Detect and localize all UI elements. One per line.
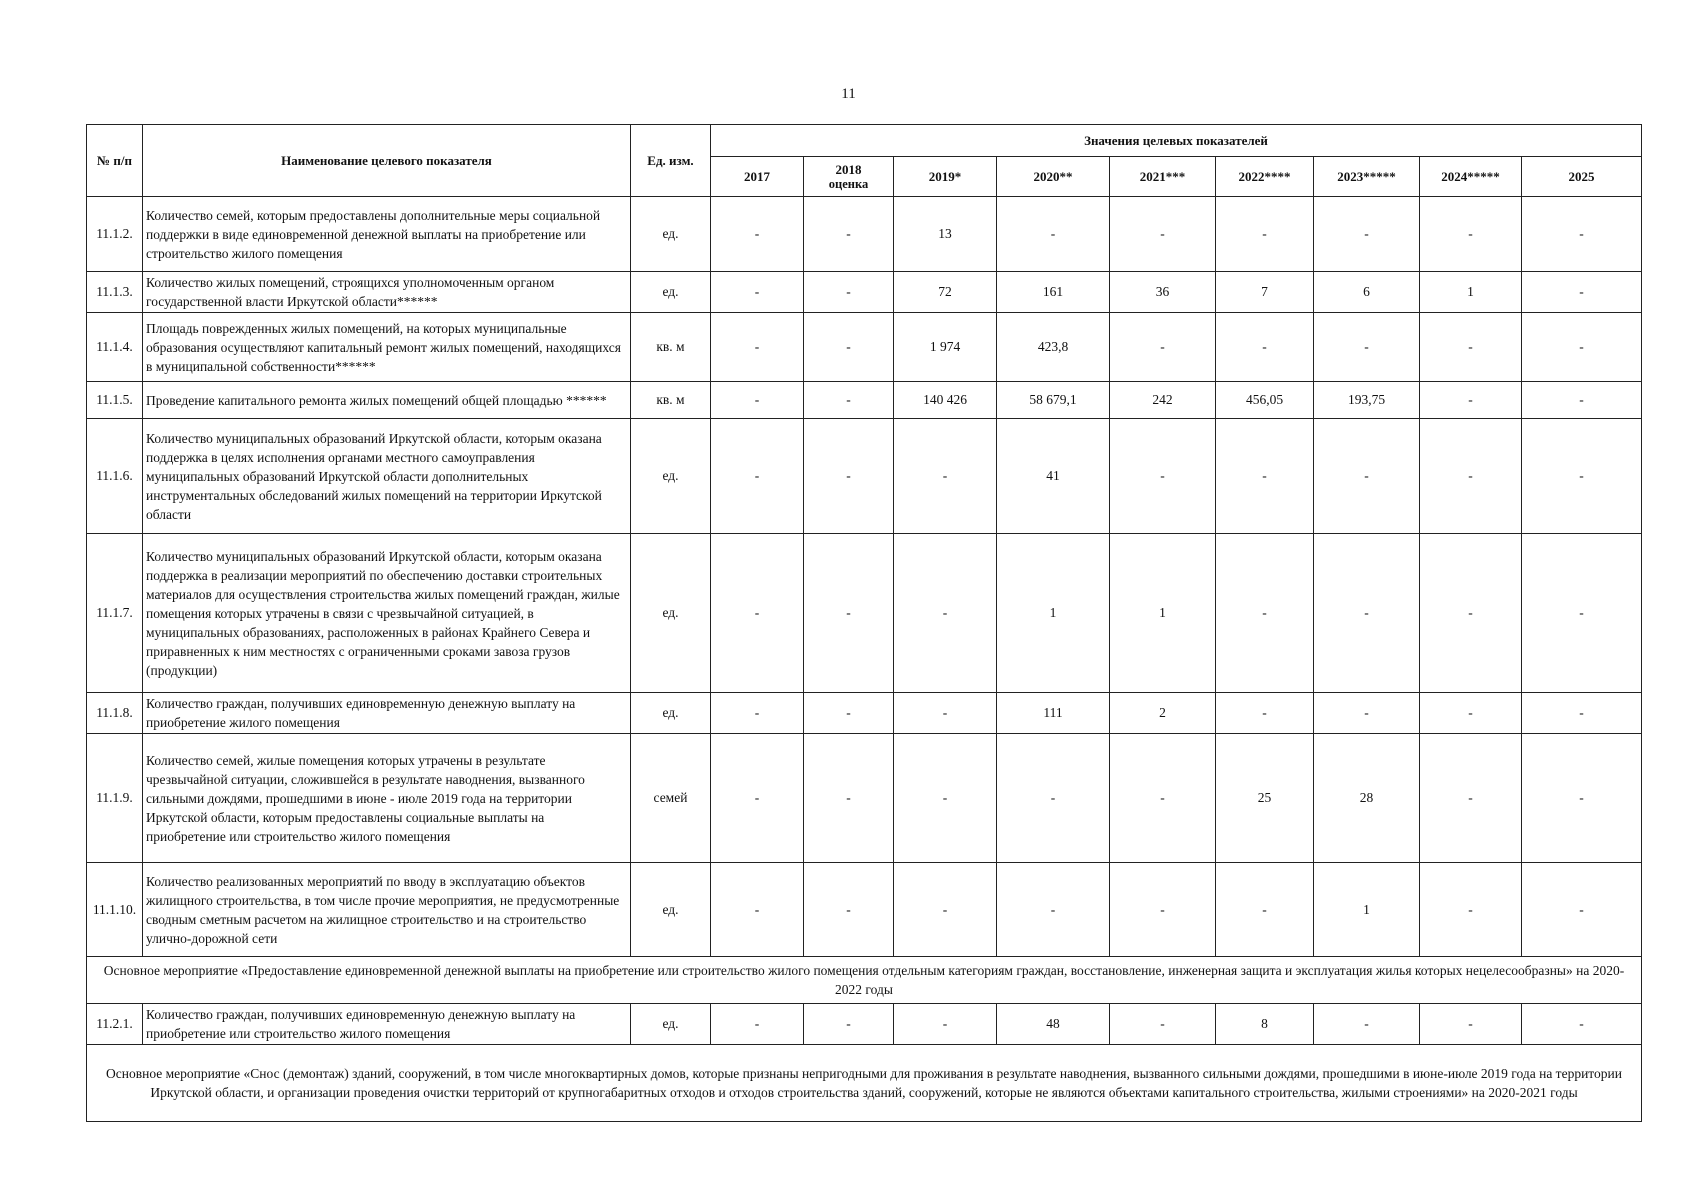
header-unit: Ед. изм.: [631, 125, 711, 197]
header-year: [804, 157, 894, 197]
indicator-name: Количество граждан, получивших единовременную денежную выплату на приобретение жилого помещения: [143, 693, 631, 734]
indicators-table-wrapper: [86, 124, 1641, 1122]
value-cell: 25: [1216, 734, 1314, 863]
row-number: 11.1.4.: [87, 313, 143, 382]
value-cell: -: [1110, 313, 1216, 382]
header-num: № п/п: [87, 125, 143, 197]
value-cell: 6: [1314, 272, 1420, 313]
indicator-name: Проведение капитального ремонта жилых помещений общей площадью ******: [143, 382, 631, 419]
header-year: [1216, 157, 1314, 197]
table-header: [87, 125, 1642, 197]
value-cell: -: [804, 419, 894, 534]
value-cell: -: [1314, 534, 1420, 693]
header-values-group: Значения целевых показателей: [711, 125, 1642, 157]
value-cell: -: [997, 734, 1110, 863]
value-cell: -: [804, 272, 894, 313]
header-year-label: 2020**: [1033, 169, 1073, 184]
value-cell: -: [894, 534, 997, 693]
value-cell: -: [997, 197, 1110, 272]
header-year: [997, 157, 1110, 197]
value-cell: 28: [1314, 734, 1420, 863]
value-cell: 1: [997, 534, 1110, 693]
value-cell: -: [1522, 534, 1642, 693]
value-cell: 1: [1420, 272, 1522, 313]
value-cell: -: [1420, 693, 1522, 734]
value-cell: -: [804, 313, 894, 382]
unit-cell: ед.: [631, 197, 711, 272]
unit-cell: ед.: [631, 419, 711, 534]
value-cell: 423,8: [997, 313, 1110, 382]
value-cell: 140 426: [894, 382, 997, 419]
value-cell: -: [1522, 382, 1642, 419]
value-cell: -: [1110, 197, 1216, 272]
value-cell: -: [1314, 1004, 1420, 1045]
value-cell: 13: [894, 197, 997, 272]
value-cell: -: [711, 734, 804, 863]
value-cell: -: [1420, 197, 1522, 272]
value-cell: -: [1522, 197, 1642, 272]
header-year-note: оценка: [828, 176, 869, 191]
header-year-label: 2022****: [1238, 169, 1291, 184]
page-number: 11: [841, 86, 856, 102]
unit-cell: семей: [631, 734, 711, 863]
value-cell: -: [804, 382, 894, 419]
value-cell: -: [1420, 419, 1522, 534]
table-row: [87, 197, 1642, 272]
value-cell: -: [894, 734, 997, 863]
table-row: [87, 693, 1642, 734]
unit-cell: ед.: [631, 272, 711, 313]
value-cell: 111: [997, 693, 1110, 734]
value-cell: -: [804, 197, 894, 272]
header-year: [711, 157, 804, 197]
value-cell: -: [1420, 534, 1522, 693]
value-cell: -: [1522, 693, 1642, 734]
value-cell: -: [894, 1004, 997, 1045]
value-cell: 8: [1216, 1004, 1314, 1045]
unit-cell: кв. м: [631, 382, 711, 419]
section-row: [87, 1045, 1642, 1122]
unit-cell: ед.: [631, 1004, 711, 1045]
table-row: [87, 863, 1642, 957]
value-cell: -: [804, 863, 894, 957]
header-year: [1110, 157, 1216, 197]
value-cell: -: [1522, 313, 1642, 382]
row-number: 11.1.2.: [87, 197, 143, 272]
indicator-name: Площадь поврежденных жилых помещений, на которых муниципальные образования осуществляют капитальный ремонт жилых помещений, находящихся в муниципальной собственности******: [143, 313, 631, 382]
value-cell: -: [1420, 863, 1522, 957]
value-cell: 48: [997, 1004, 1110, 1045]
value-cell: -: [997, 863, 1110, 957]
unit-cell: кв. м: [631, 313, 711, 382]
row-number: 11.1.7.: [87, 534, 143, 693]
header-year: [1314, 157, 1420, 197]
value-cell: -: [711, 1004, 804, 1045]
value-cell: -: [711, 693, 804, 734]
header-year: [894, 157, 997, 197]
header-year-label: 2018: [835, 161, 862, 177]
value-cell: 72: [894, 272, 997, 313]
value-cell: -: [1522, 419, 1642, 534]
indicator-name: Количество семей, жилые помещения которых утрачены в результате чрезвычайной ситуации, сложившейся в результате наводнения, вызванного сильными дождями, прошедшими в июне - июле 2019 года на территории Иркутской области, которым предоставлены социальные выплаты на приобретение или строительство жилого помещения: [143, 734, 631, 863]
value-cell: -: [711, 197, 804, 272]
header-year-label: 2017: [744, 169, 770, 184]
value-cell: -: [804, 1004, 894, 1045]
row-number: 11.1.5.: [87, 382, 143, 419]
value-cell: -: [1420, 734, 1522, 863]
target-indicators-table: [86, 124, 1642, 1122]
value-cell: 1: [1314, 863, 1420, 957]
header-year-label: 2025: [1568, 169, 1595, 184]
indicator-name: Количество семей, которым предоставлены дополнительные меры социальной поддержки в виде единовременной денежной выплаты на приобретение или строительство жилого помещения: [143, 197, 631, 272]
value-cell: -: [1522, 734, 1642, 863]
table-row: [87, 382, 1642, 419]
value-cell: 2: [1110, 693, 1216, 734]
value-cell: -: [1110, 734, 1216, 863]
header-year-label: 2024*****: [1441, 169, 1500, 184]
value-cell: 36: [1110, 272, 1216, 313]
indicator-name: Количество жилых помещений, строящихся уполномоченным органом государственной власти Иркутской области******: [143, 272, 631, 313]
value-cell: 456,05: [1216, 382, 1314, 419]
value-cell: -: [894, 863, 997, 957]
section-title: Основное мероприятие «Снос (демонтаж) зданий, сооружений, в том числе многоквартирных домов, которые признаны непригодными для проживания в результате наводнения, вызванного сильными дождями, прошедшими в июне-июле 2019 года на территории Иркутской области, и организации проведения очистки территорий от крупногабаритных отходов и отходов строительства зданий, сооружений, которые не являются объектами капитального строительства, жилыми строениями» на 2020-2021 годы: [87, 1045, 1642, 1122]
value-cell: -: [804, 534, 894, 693]
value-cell: -: [1216, 419, 1314, 534]
value-cell: -: [711, 419, 804, 534]
indicator-name: Количество реализованных мероприятий по вводу в эксплуатацию объектов жилищного строительства, в том числе прочие мероприятия, не предусмотренные сводным сметным расчетом на жилищное строительство и на строительство улично-дорожной сети: [143, 863, 631, 957]
value-cell: -: [1110, 419, 1216, 534]
value-cell: -: [1110, 863, 1216, 957]
row-number: 11.2.1.: [87, 1004, 143, 1045]
header-year-label: 2021***: [1139, 169, 1186, 184]
value-cell: -: [711, 534, 804, 693]
value-cell: -: [1420, 1004, 1522, 1045]
row-number: 11.1.10.: [87, 863, 143, 957]
row-number: 11.1.8.: [87, 693, 143, 734]
table-body: [87, 197, 1642, 1122]
value-cell: -: [1216, 197, 1314, 272]
value-cell: -: [1216, 693, 1314, 734]
table-row: [87, 534, 1642, 693]
value-cell: -: [1522, 1004, 1642, 1045]
unit-cell: ед.: [631, 534, 711, 693]
header-year-label: 2019*: [928, 169, 962, 184]
value-cell: -: [1314, 693, 1420, 734]
section-title: Основное мероприятие «Предоставление единовременной денежной выплаты на приобретение или строительство жилого помещения отдельным категориям граждан, восстановление, инженерная защита и эксплуатация жилья которых нецелесообразны» на 2020-2022 годы: [87, 957, 1642, 1004]
row-number: 11.1.6.: [87, 419, 143, 534]
section-row: [87, 957, 1642, 1004]
value-cell: -: [1110, 1004, 1216, 1045]
value-cell: 58 679,1: [997, 382, 1110, 419]
indicator-name: Количество муниципальных образований Иркутской области, которым оказана поддержка в целях исполнения органами местного самоуправления муниципальных образований Иркутской области дополнительных инструментальных обследований жилых помещений на территории Иркутской области: [143, 419, 631, 534]
value-cell: 242: [1110, 382, 1216, 419]
value-cell: -: [1314, 419, 1420, 534]
value-cell: -: [1522, 272, 1642, 313]
value-cell: 1: [1110, 534, 1216, 693]
value-cell: -: [894, 419, 997, 534]
value-cell: -: [711, 272, 804, 313]
row-number: 11.1.3.: [87, 272, 143, 313]
value-cell: -: [711, 313, 804, 382]
value-cell: 161: [997, 272, 1110, 313]
value-cell: -: [1314, 313, 1420, 382]
table-row: [87, 1004, 1642, 1045]
indicator-name: Количество муниципальных образований Иркутской области, которым оказана поддержка в реализации мероприятий по обеспечению доставки строительных материалов для осуществления строительства жилых помещений граждан, жилые помещения которых утрачены в связи с чрезвычайной ситуацией, в муниципальных образованиях, расположенных в районах Крайнего Севера и приравненных к ним местностях с ограниченными сроками завоза грузов (продукции): [143, 534, 631, 693]
value-cell: -: [1216, 863, 1314, 957]
value-cell: -: [1314, 197, 1420, 272]
value-cell: -: [1216, 534, 1314, 693]
header-year: [1522, 157, 1642, 197]
value-cell: -: [711, 382, 804, 419]
indicator-name: Количество граждан, получивших единовременную денежную выплату на приобретение или строительство жилого помещения: [143, 1004, 631, 1045]
value-cell: 41: [997, 419, 1110, 534]
value-cell: -: [894, 693, 997, 734]
value-cell: -: [804, 693, 894, 734]
table-row: [87, 313, 1642, 382]
row-number: 11.1.9.: [87, 734, 143, 863]
value-cell: -: [711, 863, 804, 957]
table-row: [87, 734, 1642, 863]
value-cell: 7: [1216, 272, 1314, 313]
value-cell: -: [804, 734, 894, 863]
header-year-label: 2023*****: [1337, 169, 1396, 184]
value-cell: -: [1522, 863, 1642, 957]
unit-cell: ед.: [631, 693, 711, 734]
table-row: [87, 272, 1642, 313]
header-year: [1420, 157, 1522, 197]
value-cell: 193,75: [1314, 382, 1420, 419]
value-cell: -: [1420, 313, 1522, 382]
value-cell: 1 974: [894, 313, 997, 382]
value-cell: -: [1420, 382, 1522, 419]
table-row: [87, 419, 1642, 534]
unit-cell: ед.: [631, 863, 711, 957]
header-name: Наименование целевого показателя: [143, 125, 631, 197]
value-cell: -: [1216, 313, 1314, 382]
